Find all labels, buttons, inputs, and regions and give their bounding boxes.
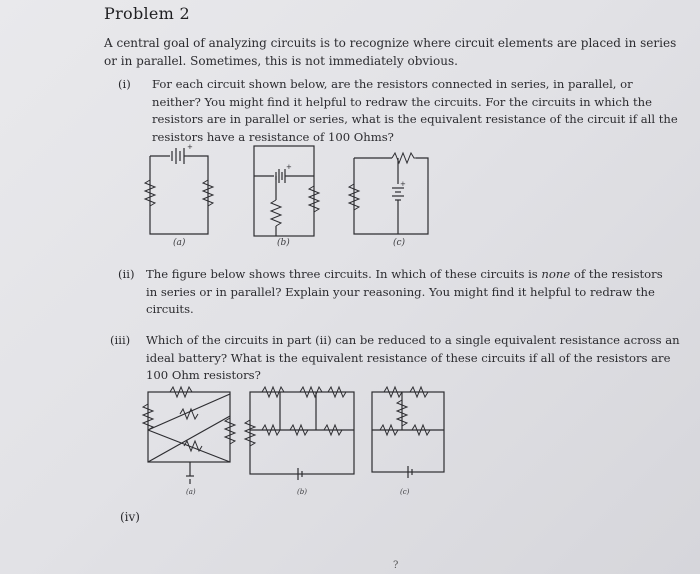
caption-1b: (b) xyxy=(277,238,290,248)
part-ii-number: (ii) xyxy=(118,267,135,281)
circuit-2b xyxy=(245,387,354,480)
emphasis-none: none xyxy=(541,267,571,281)
part-i-number: (i) xyxy=(118,77,131,91)
caption-2c: (c) xyxy=(400,488,410,496)
part-iii-text: Which of the circuits in part (ii) can be reduced to a single equivalent resistance across an ideal battery? What is the equivalent resistance of these circuits if all of the resistors are 100 Ohm resistors? xyxy=(146,333,680,382)
svg-text:+: + xyxy=(286,163,292,171)
circuit-1a xyxy=(145,143,213,234)
problem-intro: A central goal of analyzing circuits is to recognize where circuit elements are placed in series or in parallel. Sometimes, this is not immediately obvious. xyxy=(104,36,677,68)
part-iii-number: (iii) xyxy=(110,333,131,347)
circuit-figure-set-1 xyxy=(130,140,460,252)
caption-1a: (a) xyxy=(173,238,186,248)
circuit-1c xyxy=(349,153,428,234)
caption-2b: (b) xyxy=(297,488,307,496)
circuit-2c xyxy=(372,387,444,478)
caption-1c: (c) xyxy=(393,238,406,248)
caption-2a: (a) xyxy=(186,488,196,496)
problem-title: Problem 2 xyxy=(104,4,191,23)
circuit-1b xyxy=(254,146,319,236)
stray-mark: ? xyxy=(393,560,399,571)
part-iv-number: (iv) xyxy=(120,510,140,524)
svg-text:+: + xyxy=(400,180,406,188)
part-ii-text: The figure below shows three circuits. In which of these circuits is none of the resistors in series or in parallel? Explain your reasoning. You might find it helpful to redraw the circuits. xyxy=(146,267,663,316)
circuit-2a xyxy=(143,387,235,484)
part-i-text: For each circuit shown below, are the resistors connected in series, in parallel, or neither? You might find it helpful to redraw the circuits. For the circuits in which the resistors are in parallel or series, what is the equivalent resistance of the circuit if all the resistors have a resistance of 100 Ohms? xyxy=(152,77,678,144)
battery-plus-label: + xyxy=(187,143,193,151)
circuit-figure-set-2 xyxy=(140,380,450,490)
